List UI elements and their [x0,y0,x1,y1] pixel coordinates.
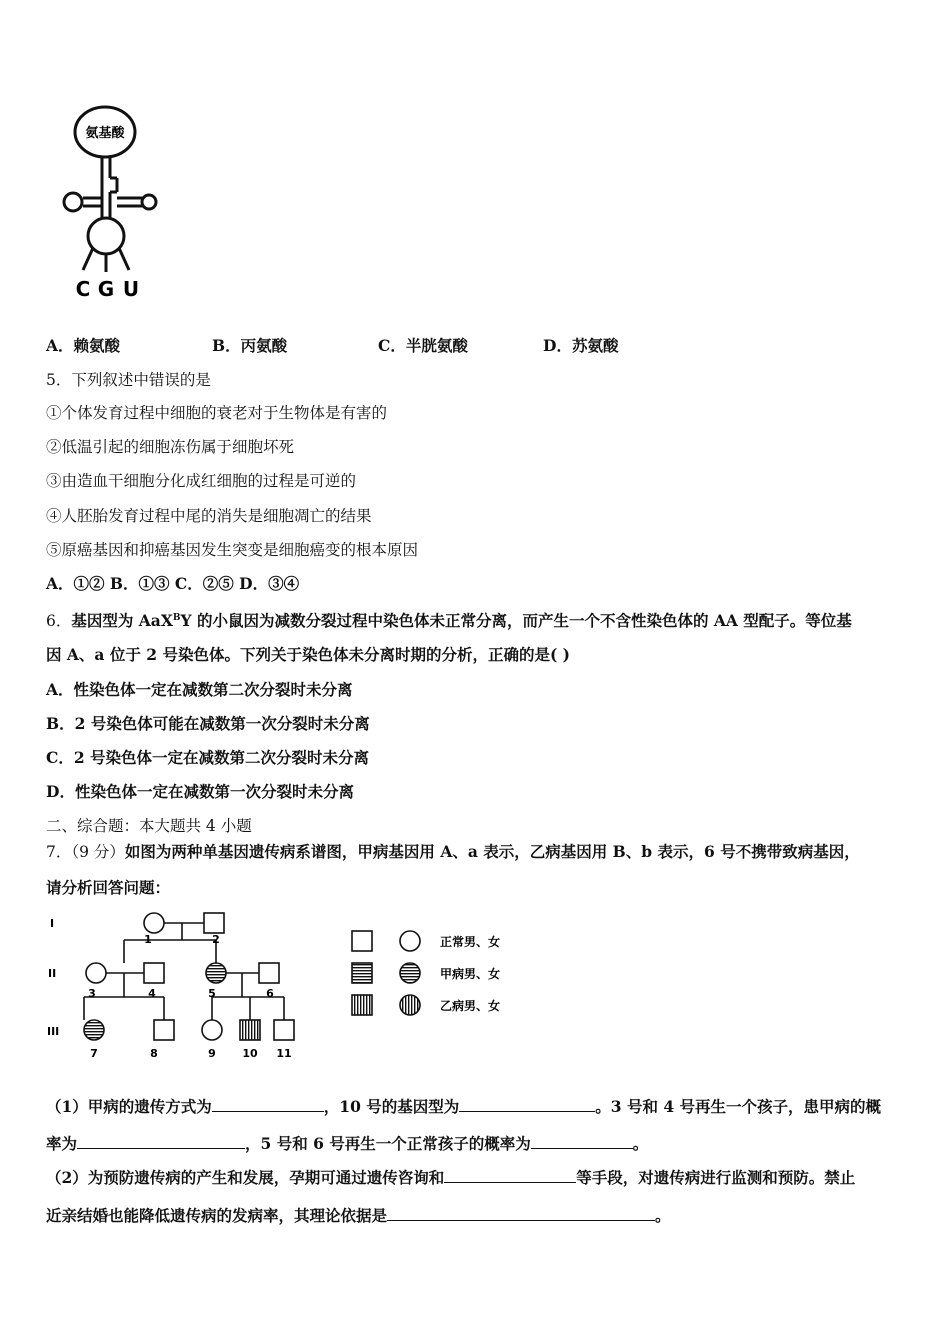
individual-2-normal-male [204,913,224,933]
answer-blank-probability-normal-child[interactable] [531,1133,633,1149]
q7-stem-line1 [46,842,860,862]
individual-number-10: 10 [242,1047,258,1060]
q5-item-3: ③由造血干细胞分化成红细胞的过程是可逆的 [46,472,357,490]
individual-7-disease-a-female [84,1020,104,1040]
generation-label-1: I [50,917,55,930]
q7-sub2-text-b: 等手段，对遗传病进行监测和预防。禁止 [576,1168,856,1187]
q4-option-a: A．赖氨酸 [46,336,121,355]
individual-number-4: 4 [148,987,156,1000]
q7-sub2-line2 [46,1205,671,1226]
anticodon-base-2: G [97,277,115,301]
legend-label-disease-b: 乙病男、女 [440,999,501,1013]
individual-4-normal-male [144,963,164,983]
q6-stem-part2: Y 的小鼠因为减数分裂过程中染色体未正常分离，而产生一个不含性染色体的 AA 型配子。等位基 [180,611,852,631]
q5-item-1: ①个体发育过程中细胞的衰老对于生物体是有害的 [46,404,388,422]
individual-number-7: 7 [90,1047,98,1060]
q7-stem-text: 如图为两种单基因遗传病系谱图，甲病基因用 A、a 表示，乙病基因用 B、b 表示，6 号不携带致病基因， [124,842,860,861]
amino-acid-label: 氨基酸 [85,126,125,141]
individual-number-8: 8 [150,1047,158,1060]
legend-disease-b-male-icon [352,995,372,1015]
q5-stem: 5．下列叙述中错误的是 [46,371,211,389]
q7-score: （9 分） [71,843,125,861]
answer-blank-theoretical-basis[interactable] [387,1205,655,1221]
q4-option-d: D．苏氨酸 [543,336,619,355]
legend-normal-female-icon [400,931,420,951]
individual-3-normal-female [86,963,106,983]
q7-sub2-text-c: 近亲结婚也能降低遗传病的发病率，其理论依据是 [46,1206,388,1225]
q5-options: A．①② B．①③ C．②⑤ D．③④ [46,574,300,593]
q6-option-c: C．2 号染色体一定在减数第二次分裂时未分离 [46,748,370,767]
section-2-title: 二、综合题：本大题共 4 小题 [46,817,252,835]
individual-8-normal-male [154,1020,174,1040]
legend-normal-male-icon [352,931,372,951]
q6-option-b: B．2 号染色体可能在减数第一次分裂时未分离 [46,714,370,733]
answer-blank-genotype-10[interactable] [459,1096,595,1112]
q4-option-b: B．丙氨酸 [212,336,288,355]
q6-stem-line2: 因 A、a 位于 2 号染色体。下列关于染色体未分离时期的分析，正确的是( ) [46,645,571,664]
individual-number-1: 1 [144,933,152,946]
q6-superscript: B [172,613,181,623]
q7-sub1-text-f: 。 [632,1134,649,1153]
individual-9-normal-female [202,1020,222,1040]
individual-number-2: 2 [212,933,220,946]
answer-blank-inheritance-mode[interactable] [212,1096,324,1112]
individual-number-6: 6 [266,987,274,1000]
q7-sub1-text-a: （1）甲病的遗传方式为 [46,1097,212,1116]
generation-label-2: II [48,967,57,980]
pedigree-legend [348,925,518,1025]
q6-stem-line1 [46,608,852,631]
trna-figure [55,100,175,310]
legend-disease-b-female-icon [400,995,420,1015]
answer-blank-prenatal-method[interactable] [444,1167,576,1183]
q7-sub1-text-e: ，5 号和 6 号再生一个正常孩子的概率为 [245,1134,531,1153]
q5-item-5: ⑤原癌基因和抑癌基因发生突变是细胞癌变的根本原因 [46,541,419,559]
q4-option-c: C．半胱氨酸 [378,336,468,355]
legend-disease-a-female-icon [400,963,420,983]
q6-option-a: A．性染色体一定在减数第二次分裂时未分离 [46,680,353,699]
individual-1-normal-female [144,913,164,933]
individual-11-normal-male [274,1020,294,1040]
legend-disease-a-male-icon [352,963,372,983]
q7-sub1-line1 [46,1096,881,1117]
q7-sub2-text-d: 。 [655,1206,671,1225]
generation-label-3: III [47,1025,60,1038]
q7-sub2-text-a: （2）为预防遗传病的产生和发展，孕期可通过遗传咨询和 [46,1168,445,1187]
individual-6-normal-male [259,963,279,983]
individual-number-9: 9 [208,1047,216,1060]
q6-option-d: D．性染色体一定在减数第一次分裂时未分离 [46,782,354,801]
individual-10-disease-b-male [240,1020,260,1040]
individual-5-disease-a-female [206,963,226,983]
individual-number-3: 3 [88,987,96,1000]
anticodon-base-1: C [75,277,91,301]
pedigree-chart [44,905,314,1065]
q7-sub1-line2 [46,1133,648,1154]
legend-label-disease-a: 甲病男、女 [440,967,501,981]
answer-blank-probability-disease-a[interactable] [77,1133,245,1149]
q5-item-4: ④人胚胎发育过程中尾的消失是细胞凋亡的结果 [46,507,372,525]
legend-label-normal: 正常男、女 [440,935,501,949]
q6-number: 6． [46,612,72,631]
individual-number-5: 5 [208,987,216,1000]
q6-stem-part1: 基因型为 AaX [71,611,173,631]
q7-stem-line2: 请分析回答问题： [46,878,171,897]
q7-sub1-text-d: 率为 [46,1134,78,1153]
q7-sub1-text-c: 。3 号和 4 号再生一个孩子，患甲病的概 [595,1097,882,1116]
q7-sub1-text-b: ，10 号的基因型为 [323,1097,460,1116]
q7-number: 7． [46,843,72,861]
q5-item-2: ②低温引起的细胞冻伤属于细胞坏死 [46,438,295,456]
q7-sub2-line1 [46,1167,855,1188]
anticodon-base-3: U [122,277,140,301]
individual-number-11: 11 [276,1047,292,1060]
